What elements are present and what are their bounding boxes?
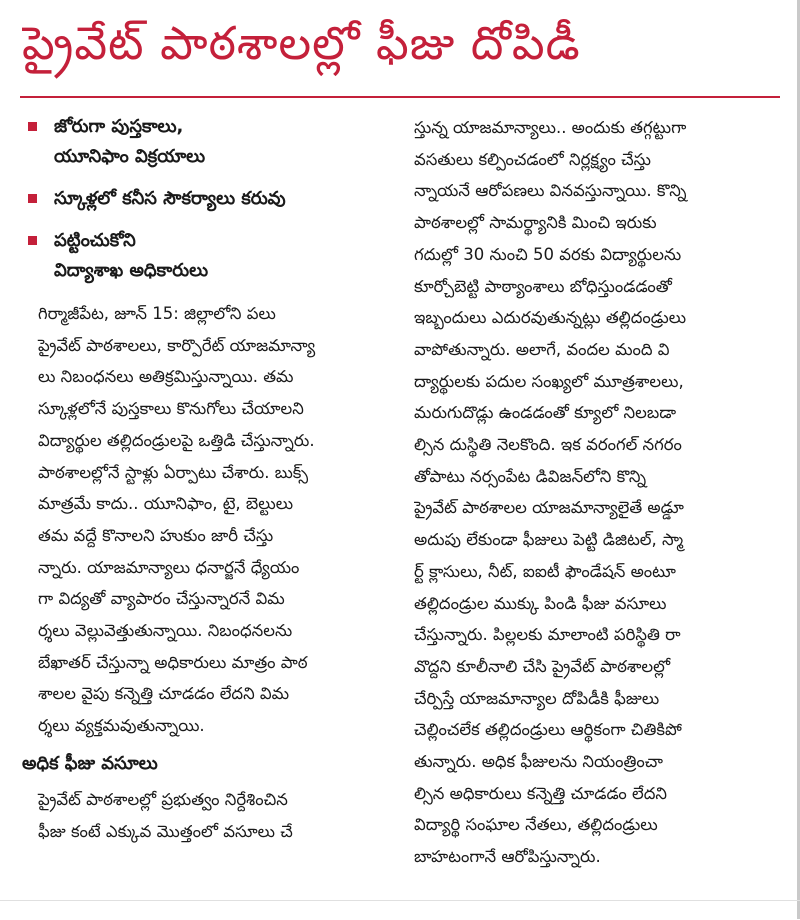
bullet-line: జోరుగా పుస్తకాలు, [54,116,184,137]
text-line: న్నారు. యాజమాన్యాలు ధనార్జనే ధ్యేయం [38,557,300,577]
text-line: తోపాటు నర్సంపేట డివిజన్‌లోని కొన్ని [414,466,647,486]
bullet-square-icon [28,194,37,203]
article-paragraph [414,112,780,873]
page-bottom-edge [0,900,800,920]
text-line: కూర్చోబెట్టి పాఠ్యాంశాలు బోధిస్తుండడంతో [414,276,672,296]
text-line: గా విద్యతో వ్యాపారం చేస్తున్నారనే విమ [38,589,285,609]
bullet-square-icon [28,236,37,245]
text-line: పాఠశాలల్లోనే స్టాళ్లు ఏర్పాటు చేశారు. బుక్స్ [38,462,309,482]
bullet-line: యూనిఫాం విక్రయాలు [54,146,206,167]
text-line: ప్రైవేట్ పాఠశాలల యాజమాన్యాలైతే అడ్డూ [414,498,684,518]
text-line: స్కూళ్లలోనే పుస్తకాలు కొనుగోలు చేయాలని [38,399,304,419]
text-line: అదుపు లేకుండా ఫీజులు పెట్టి డిజిటల్, స్మా [414,530,684,550]
bullet-line: విద్యాశాఖ అధికారులు [54,260,209,281]
text-line: పాఠశాలల్లో సామర్థ్యానికి మించి ఇరుకు [414,213,657,233]
text-line: ప్రైవేట్ పాఠశాలలు, కార్పొరేట్ యాజమాన్యా [38,335,316,355]
text-line: తల్లిదండ్రుల ముక్కు పిండి ఫీజు వసూలు [414,593,667,613]
headline: ప్రైవేట్ పాఠశాలల్లో ఫీజు దోపిడీ [22,16,581,70]
text-line: ప్రైవేట్ పాఠశాలల్లో ప్రభుత్వం నిర్దేశించిన [38,789,288,809]
subheading: అధిక ఫీజు వసూలు [22,752,158,774]
text-line: లు నిబంధనలు అతిక్రమిస్తున్నాయి. తమ [38,367,294,387]
bullet-line: పట్టించుకోని [54,230,136,251]
text-line: గిర్మాజీపేట, జూన్ 15: జిల్లాలోని పలు [38,304,276,323]
text-line: ర్శలు వెల్లువెత్తుతున్నాయి. నిబంధనలను [38,621,293,641]
text-line: స్తున్న యాజమాన్యాలు.. అందుకు తగ్గట్టుగా [414,118,687,137]
right-column [414,112,780,919]
text-line: శాలల వైపు కన్నెత్తి చూడడం లేదని విమ [38,684,290,704]
text-line: చెల్లించలేక తల్లిదండ్రులు ఆర్థికంగా చితికిపో [414,720,682,740]
text-line: విద్యార్థుల తల్లిదండ్రులపై ఒత్తిడి చేస్తున్నారు. [38,430,315,450]
text-line: గదుల్లో 30 నుంచి 50 వరకు విద్యార్థులను [414,244,682,264]
text-line: చేస్తున్నారు. పిల్లలకు మాలాంటి పరిస్థితి రా [414,625,681,645]
text-line: ఇబ్బందులు ఎదురవుతున్నట్లు తల్లిదండ్రులు [414,308,687,328]
text-line: మాత్రమే కాదు.. యూనిఫాం, టై, బెల్టులు [38,494,294,514]
text-line: న్నాయనే ఆరోపణలు వినవస్తున్నాయి. కొన్ని [414,181,687,201]
text-line: వొద్దని కూలీనాలి చేసి ప్రైవేట్ పాఠశాలల్లో [414,656,671,676]
text-line: చేర్పిస్తే యాజమాన్యాల దోపిడీకి ఫీజులు [414,688,660,708]
text-line: విద్యార్థి సంఘాల నేతలు, తల్లిదండ్రులు [414,815,658,835]
text-line: ఫీజు కంటే ఎక్కువ మొత్తంలో వసూలు చే [38,821,293,841]
text-line: తున్నారు. అధిక ఫీజులను నియంత్రించా [414,752,663,772]
text-line: ర్శలు వ్యక్తమవుతున్నాయి. [38,716,205,736]
text-line: వాపోతున్నారు. అలాగే, వందల మంది వి [414,339,670,359]
text-line: ల్సిన అధికారులు కన్నెత్తి చూడడం లేదని [414,783,667,803]
text-line: ల్సిన దుస్థితి నెలకొంది. ఇక వరంగల్ నగరం [414,435,682,455]
text-line: తమ వద్దే కొనాలని హుకుం జారీ చేస్తు [38,525,274,545]
bullet-point [22,184,384,214]
text-line: ర్ట్ క్లాసులు, నీట్, ఐఐటీ ఫౌండేషన్ అంటూ [414,561,676,581]
text-line: వసతులు కల్పించడంలో నిర్లక్ష్యం చేస్తు [414,149,651,169]
article-paragraph [22,298,384,742]
headline-rule [20,96,780,98]
bullet-point [22,112,384,172]
text-line: ద్యార్థులకు పదుల సంఖ్యలో మూత్రశాలలు, [414,371,684,391]
bullet-line: స్కూళ్లలో కనీస సౌకర్యాలు కరువు [54,188,286,209]
article-paragraph [22,784,384,847]
text-line: బేఖాతర్ చేస్తున్నా అధికారులు మాత్రం పాఠ [38,652,308,672]
bullet-square-icon [28,122,37,131]
left-column [22,112,384,919]
text-line: మరుగుదొడ్లు ఉండడంతో క్యూలో నిలబడా [414,403,677,423]
bullet-point [22,226,384,286]
text-line: బాహటంగానే ఆరోపిస్తున్నారు. [414,847,601,867]
